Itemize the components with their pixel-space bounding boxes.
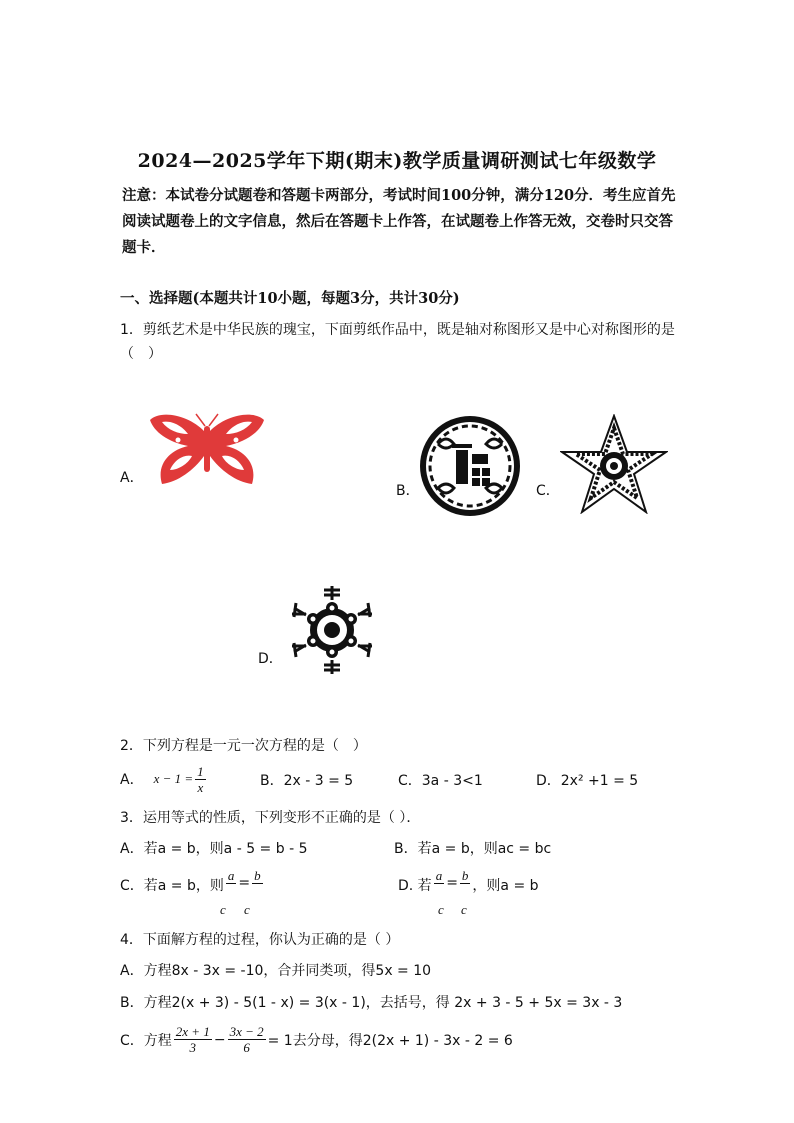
q4-option-a: A．方程8x - 3x = -10，合并同类项，得5x = 10	[120, 963, 432, 979]
q4-option-c-fraction-1	[174, 1024, 212, 1055]
q3-option-d-denominator-right: c	[461, 902, 467, 917]
fraction-numerator: 3x − 2	[229, 1024, 264, 1039]
q1-option-c-label: C．	[536, 483, 560, 499]
q4-option-b: B．方程2(x + 3) - 5(1 - x) = 3(x - 1)，去括号，得 2x + 3 - 5 + 5x = 3x - 3	[120, 995, 623, 1011]
q4-option-c-prefix: C．方程	[120, 1032, 172, 1049]
q1-option-b-label: B．	[396, 483, 420, 499]
question-1-stem: 1．剪纸艺术是中华民族的瑰宝，下面剪纸作品中，既是轴对称图形又是中心对称图形的是（ ）	[120, 322, 675, 362]
q3-option-d-fraction-right	[460, 868, 471, 884]
page-title: 2024—2025学年下期(期末)教学质量调研测试七年级数学	[137, 150, 657, 172]
fraction-denominator: 6	[243, 1040, 250, 1055]
q3-option-c-prefix: C．若a = b，则	[120, 878, 224, 894]
question-3-stem: 3．运用等式的性质，下列变形不正确的是（ ）．	[120, 810, 421, 826]
q3-option-d-prefix: D. 若	[398, 878, 432, 894]
q4-option-c-fraction-2	[228, 1024, 266, 1055]
q3-option-a: A．若a = b，则a - 5 = b - 5	[120, 841, 308, 857]
fu-character-papercut-image	[418, 414, 522, 518]
q3-option-c-fraction-left	[226, 868, 237, 884]
q2-option-a-left: x − 1 =	[153, 771, 194, 786]
q3-option-c-denominator-right: c	[244, 902, 250, 917]
question-4-stem: 4．下面解方程的过程，你认为正确的是（ ）	[120, 932, 400, 948]
snowflake-papercut-image	[286, 584, 378, 676]
q2-option-c: C．3a - 3<1	[398, 773, 483, 789]
q4-option-c: C．方程 $\frac{2x + 1}{3}$ − $\frac{3x - 2}{6}$ = 1去分母，得2(2x + 1) - 3x - 2 = 6	[120, 1024, 513, 1055]
section-heading: 一、选择题(本题共计10小题，每题3分，共计30分)	[120, 290, 460, 307]
q4-option-c-suffix: = 1去分母，得2(2x + 1) - 3x - 2 = 6	[267, 1032, 513, 1049]
q3-option-c-denominator-left: c	[220, 902, 226, 917]
star-papercut-image	[560, 414, 668, 514]
fraction-numerator: a	[227, 868, 235, 883]
q2-option-a-fraction	[195, 764, 206, 795]
q1-option-d-label: D．	[258, 651, 283, 667]
q2-option-a-label: A．	[120, 772, 144, 788]
q3-option-d: D. 若 a = b ，则a = b	[398, 868, 539, 894]
fraction-numerator: b	[254, 868, 261, 883]
q1-option-a-label: A．	[120, 470, 144, 486]
fraction-denominator: 3	[189, 1040, 197, 1055]
question-2-stem: 2．下列方程是一元一次方程的是（ ）	[120, 738, 367, 754]
q2-option-a	[120, 762, 208, 796]
exam-notice: 注意：本试卷分试题卷和答题卡两部分，考试时间100分钟，满分120分．考生应首先阅读试题卷上的文字信息，然后在答题卡上作答，在试题卷上作答无效，交卷时只交答题卡．	[122, 187, 676, 256]
q3-option-c: C．若a = b，则 a = b	[120, 868, 261, 894]
q2-option-d: D．2x² +1 = 5	[536, 773, 639, 789]
fraction-numerator: 1	[197, 763, 204, 779]
q3-option-c-fraction-right	[252, 868, 263, 884]
q3-option-d-suffix: ，则a = b	[472, 878, 539, 894]
q2-option-b: B．2x - 3 = 5	[260, 773, 354, 789]
fraction-numerator: b	[461, 868, 469, 883]
q3-option-b: B．若a = b，则ac = bc	[394, 841, 552, 857]
fraction-numerator: a	[435, 868, 443, 883]
butterfly-papercut-image	[148, 412, 266, 492]
q3-option-d-denominator-left: c	[438, 902, 444, 917]
q3-option-d-fraction-left	[434, 868, 445, 884]
fraction-numerator: 2x + 1	[175, 1024, 210, 1039]
fraction-denominator: x	[197, 779, 204, 795]
